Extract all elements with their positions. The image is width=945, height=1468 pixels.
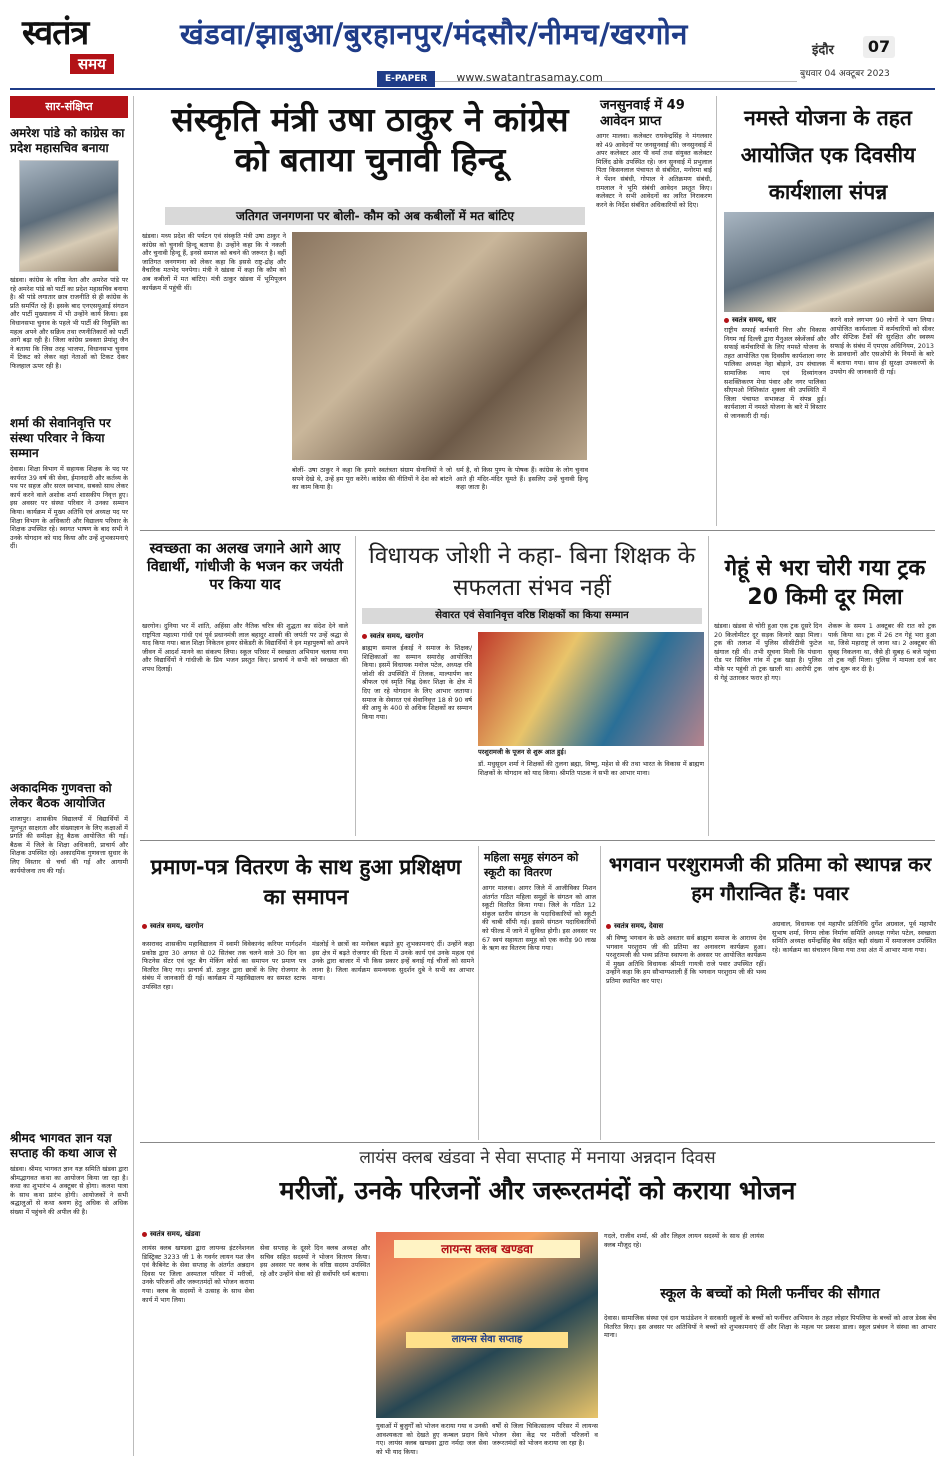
parshuram-headline[interactable]: भगवान परशुरामजी की प्रतिमा को स्थापन्न कर हम गौरान्वित हैं: पवार bbox=[608, 853, 932, 905]
edition-city: इंदौर bbox=[812, 43, 834, 58]
joshi-byline bbox=[362, 632, 423, 641]
logo[interactable] bbox=[22, 14, 152, 94]
lead-photo bbox=[292, 232, 587, 460]
parshuram-byline bbox=[606, 922, 663, 931]
col-divider-4 bbox=[478, 846, 479, 1140]
lions-photo bbox=[376, 1232, 598, 1418]
pramanpatra-body: कसरावद शासकीय महाविद्यालय में स्वामी विवेकानंद करियर मार्गदर्शन प्रकोष्ठ द्वारा 30 अगस्त से 02 सितंबर तक चलने वाले 30 दिन का फिटनेस सेंटर एवं जूट बैग मेकिंग कोर्स का समापन पर प्रमाण पत्र वितरित किए गए। प्राचार्य डॉ. ठाकुर द्वारा छात्रों के लिए रोजगार के संबंध में जानकारी दी गई। कार्यक्रम में महाविद्यालय का समस्त स्टाफ उपस्थित रहा। bbox=[142, 940, 306, 991]
sidebar bbox=[10, 96, 128, 1468]
masthead bbox=[0, 0, 945, 98]
joshi-subhead: सेवारत एवं सेवानिवृत्त वरिष्ठ शिक्षकों का किया सम्मान bbox=[362, 608, 702, 624]
lions-body4: गदले, राजीव शर्मा, श्री और लिहल लायन सदस्यों के साथ ही लायंस क्लब मौजूद रहे। bbox=[604, 1232, 764, 1249]
h-rule-2 bbox=[140, 840, 935, 841]
lions-body2: सेवा सप्ताह के दूसरे दिन क्लब अध्यक्ष और सचिव सहित सदस्यों ने भोजन वितरण किया। इस अवसर पर क्लब के वरिष्ठ सदस्य उपस्थित रहे और उन्होंने सेवा को ही सर्वोपरि धर्म बताया। bbox=[260, 1244, 370, 1278]
masthead-divider bbox=[10, 88, 935, 90]
namaste-photo bbox=[724, 212, 934, 312]
swachhata-body: खरगोन। दुनिया भर में शांति, अहिंसा और नैतिक चरित्र की शुद्धता का संदेश देने वाले राष्ट्रपिता महात्मा गांधी एवं पूर्व प्रधानमंत्री लाल बहादुर शास्त्री की जयंती पर उन्हें श्रद्धा से याद किया गया। बाल शिक्षा निकेतन हायर सेकेंडरी के विद्यार्थियों ने इन महापुरुषों को अपने जीवन में आदर्श मानने का संकल्प लिया। स्कूल परिसर में स्वच्छता अभियान चलाया गया और विद्यार्थियों ने गांधीजी के प्रिय भजन प्रस्तुत किए। प्राचार्य ने सभी को स्वच्छता की शपथ दिलाई। bbox=[142, 622, 348, 673]
lead-subhead: जतिगत जनगणना पर बोली- कौम को अब कबीलों में मत बांटिए bbox=[165, 207, 585, 225]
sidebar-story2-headline[interactable]: शर्मा की सेवानिवृत्ति पर संस्था परिवार ने किया सम्मान bbox=[10, 416, 111, 460]
lead-col3-body: धर्म है, वो किस पुण्य के पोषक हैं। कांग्रेस के लोग चुनाव आते ही मंदिर-मंदिर घूमते हैं। इसलिए उन्हें चुनावी हिन्दू कहा जाता है। bbox=[456, 466, 588, 492]
col-divider-3 bbox=[708, 536, 709, 836]
lions-body3: वर्षों से जिला चिकित्सालय परिसर में लायन्स भोजन सेवा केंद्र पर मरीजों परिजनों व जरूरतमंदों को भोजन कराया जा रहा है। bbox=[492, 1422, 598, 1448]
truck-body2: शेकरू के समय 1 अक्टूबर की रात को ट्रक पार्क किया था। ट्रक में 26 टन गेहूं भरा हुआ था, जिसे महाराष्ट्र ले जाना था। 2 अक्टूबर की सुबह निकलना था, जैसे ही सुबह 6 बजे पहुंचा तो ट्रक नहीं मिला। पुलिस ने मामला दर्ज कर जांच शुरू कर दी है। bbox=[828, 622, 936, 673]
school-body: देवास। सामाजिक संस्था एवं दान फाउंडेशन ने सरकारी स्कूलों के बच्चों को फर्नीचर अभियान के तहत लोहार पिपलिया के बच्चों को आज डेस्क बेंच वितरित किए। इस अवसर पर अतिथियों ने बच्चों को शुभकामनाएं दीं और शिक्षा के महत्व पर प्रकाश डाला। स्कूल प्रबंधन ने संस्था का आभार माना। bbox=[604, 1314, 936, 1340]
janasunvai-body: आगर मालवा। कलेक्टर राघवेन्द्रसिंह ने मंगलवार को 49 आवेदनों पर जनसुनवाई की। जनसुनवाई में अपर कलेक्टर आर पी वर्मा तथा संयुक्त कलेक्टर मिलिंद ढोके उपस्थित रहे। जन सुनवाई में प्रभुलाल पिता किसनलाल पंचायत से संबंधित, मनोरमा बाई ने पेंशन संबंधी, गोपाल ने अतिक्रमण संबंधी, रामलाल ने भूमि संबंधी आवेदन प्रस्तुत किए। कलेक्टर ने सभी आवेदनों का त्वरित निराकरण करने के निर्देश संबंधित अधिकारियों को दिए। bbox=[596, 132, 712, 209]
lead-body: खंडवा। मध्य प्रदेश की पर्यटन एवं संस्कृति मंत्री उषा ठाकुर ने कांग्रेस को चुनावी हिन्दू बताया है। उन्होंने कहा कि ये नकली और चुनावी हिन्दू हैं, इनसे समाज को बचने की जरूरत है। वहीं जातिगत जनगणना को लेकर कहा कि इससे राष्ट्र-द्रोह और वैचारिक मतभेद पनपेगा। मंत्री ने खंडवा में कहा कि कौम को अब कबीलों में मत बांटिए। मंत्री ठाकुर खंडवा में भूमिपूजन कार्यक्रम में पहुंची थीं। bbox=[142, 232, 286, 292]
pramanpatra-body2: मंडलोई ने छात्रों का मनोबल बढ़ाते हुए शुभकामनाएं दीं। उन्होंने कहा इस क्षेत्र में बढ़ते रोजगार की दिशा में उनके कार्य एवं उनके महत्व एवं उनके द्वारा बाजार में भी किस प्रकार इन्हें बनाई गई चीजों को सामने लाना है। जिला कार्यक्रम समन्वयक सुदर्शन दुबे ने सभी का आभार माना। bbox=[312, 940, 474, 983]
lead-headline[interactable]: संस्कृति मंत्री उषा ठाकुर ने कांग्रेस को बताया चुनावी हिन्दू bbox=[171, 100, 569, 179]
edition-strip bbox=[377, 66, 797, 82]
parshuram-body2: अग्रवाल, विधायक एवं महापौर प्रतिनिधि दुर्गेश अग्रवाल, पूर्व महापौर सुभाष शर्मा, निगम लोक निर्माण समिति अध्यक्ष गणेश पटेल, स्वच्छता समिति अध्यक्ष धर्मेन्द्रसिंह बैस सहित बड़ी संख्या में समाजजन उपस्थित रहे। कार्यक्रम का संचालन किया गया तथा अंत में आभार माना गया। bbox=[772, 920, 936, 954]
sidebar-story3-body: शाजापुर। शासकीय विद्यालयों में विद्यार्थियों में मूलभूत साक्षरता और संख्याज्ञान के लिए कक्षाओं में प्रगति की समीक्षा हेतु बैठक आयोजित की गई। बैठक में जिले के शिक्षा अधिकारी, प्राचार्य और शिक्षक उपस्थित रहे। अकादमिक गुणवत्ता सुधार के लिए विस्तार से चर्चा की गई और आगामी कार्ययोजना तय की गई। bbox=[10, 815, 128, 875]
swachhata-headline[interactable]: स्वच्छता का अलख जगाने आगे आए विद्यार्थी, गांधीजी के भजन कर जयंती पर किया याद bbox=[147, 541, 343, 593]
lions-banner1: लायन्स क्लब खण्डवा bbox=[394, 1240, 580, 1258]
namaste-body: राष्ट्रीय सफाई कर्मचारी वित्त और विकास निगम नई दिल्ली द्वारा मैनुअल स्केवेंजर्स और सफाई कर्मचारियों के लिए नमस्ते योजना के तहत आयोजित एक दिवसीय कार्यशाला नगर पालिका अध्यक्ष नेहा बोड़ाने, उप संचालक सामाजिक न्याय एवं दिव्यांगजन सशक्तिकरण मेघा पंवार और नगर पालिका सीएमओ निशिकांत शुक्ला की उपस्थिति में जिला पंचायत सभाकक्ष में संपन्न हुई। कार्यशाला में नमस्ते योजना के बारे में विस्तार से जानकारी दी गई। bbox=[724, 326, 826, 420]
logo-top: स्वतंत्र bbox=[22, 13, 89, 53]
joshi-body: ब्राह्मण समाज ईकाई ने समाज के शिक्षक/शिक्षिकाओं का सम्मान समारोह आयोजित किया। इसमें विधायक मनोज पटेल, अध्यक्ष रवि जोशी की उपस्थिति में तिलक, माल्यार्पण कर श्रीफल एवं स्मृति चिह्न देकर शिक्षा के क्षेत्र में दिए जा रहे योगदान के लिए आभार जताया। समाज के सेवारत एवं सेवानिवृत्त 18 से 90 वर्ष की आयु के 400 से अधिक शिक्षकों का सम्मान किया गया। bbox=[362, 644, 472, 721]
janasunvai-headline[interactable]: जनसुनवाई में 49 आवेदन प्राप्त bbox=[600, 98, 685, 129]
joshi-photo-caption: परशुरामजी के पूजन से शुरू आत हुई। bbox=[478, 748, 567, 756]
logo-bottom: समय bbox=[70, 54, 114, 74]
sidebar-story1-photo bbox=[19, 160, 119, 272]
pramanpatra-headline[interactable]: प्रमाण-पत्र वितरण के साथ हुआ प्रशिक्षण का समापन bbox=[150, 855, 462, 909]
website-link[interactable]: www.swatantrasamay.com bbox=[456, 71, 603, 84]
lions-body: लायंस क्लब खण्डवा द्वारा लायन्स इंटरनेशनल डिस्ट्रिक्ट 3233 जी 1 के गवर्नर लायन यश जैन एवं कैबिनेट के सेवा सप्ताह के अंतर्गत अन्नदान दिवस पर जिला अस्पताल परिसर में मरीजों, उनके परिजनों और जरूरतमंदों को भोजन कराया गया। क्लब के सदस्यों ने उत्साह के साथ सेवा कार्य में भाग लिया। bbox=[142, 1244, 254, 1304]
lions-headline[interactable]: मरीजों, उनके परिजनों और जरूरतमंदों को कराया भोजन bbox=[279, 1176, 796, 1205]
sidebar-story1-body: खंडवा। कांग्रेस के वरिष्ठ नेता और अमरेश पांडे पर रहे अमरेश पांडे को पार्टी का प्रदेश महासचिव बनाया है। श्री पांडे लगातार छात्र राजनीति से ही कांग्रेस के प्रति समर्पित रहे हैं। इसके बाद एनएसयूआई संगठन और पार्टी मुख्यालय में भी उन्होंने कार्य किया। इस विधानसभा चुनाव के पहले भी पार्टी की नियुक्ति का महत्व अपने और सक्रिय तथा रणनीतिकारों को पार्टी आगे बढ़ा रही है। जिला कांग्रेस प्रवक्ता प्रेमांशु जैन ने बताया कि जिस तरह भाजपा, विधानसभा चुनाव में टिकट को लेकर वहां नेताओं को टिकट देकर फिलहाल ऊपर रही है। bbox=[10, 276, 128, 370]
namaste-byline bbox=[724, 316, 776, 325]
mahila-body: आगर मालवा। आगर जिले में आजीविका मिशन अंतर्गत गठित महिला समूहों के संगठन को आज स्कूटी वितरित किया गया। जिले के गठित 12 संकुल स्तरीय संगठन के पदाधिकारियों को स्कूटी की चाबी सौंपी गई। इससे संगठन पदाधिकारियों को फील्ड में जाने में सुविधा होगी। इस अवसर पर 67 स्वयं सहायता समूह को एक करोड़ 90 लाख के ऋण का वितरण किया गया। bbox=[482, 884, 596, 953]
truck-headline[interactable]: गेहूं से भरा चोरी गया ट्रक 20 किमी दूर मिला bbox=[724, 556, 926, 610]
namaste-headline[interactable]: नमस्ते योजना के तहत आयोजित एक दिवसीय कार्यशाला संपन्न bbox=[740, 106, 916, 204]
sidebar-story3-headline[interactable]: अकादमिक गुणवत्ता को लेकर बैठक आयोजित bbox=[10, 781, 112, 810]
lions-byline bbox=[142, 1230, 200, 1239]
col-divider-5 bbox=[600, 846, 601, 1140]
joshi-body2: डॉ. मधुसूदन शर्मा ने शिक्षकों की तुलना ब्रह्मा, विष्णु, महेश से की तथा भारत के विकास में ब्राह्मण शिक्षकों के योगदान को याद किया। श्रीमति पाठक ने सभी का आभार माना। bbox=[478, 760, 704, 777]
sidebar-story4-headline[interactable]: श्रीमद भागवत ज्ञान यज्ञ सप्ताह की कथा आज से bbox=[10, 1131, 117, 1160]
issue-date: बुधवार 04 अक्टूबर 2023 bbox=[800, 69, 890, 79]
sidebar-story2-body: देवास। शिक्षा विभाग में सहायक शिक्षक के पद पर कार्यरत 39 वर्ष की सेवा, ईमानदारी और कर्तव्य के पथ पर सहज और सरल स्वभाव, सबको साथ लेकर कार्य करने वाले अशोक शर्मा शासकीय निवृत्त हुए। इस अवसर पर संस्था परिवार ने उनका सम्मान किया। कार्यक्रम में मुख्य अतिथि एवं अध्यक्ष पद पर शिक्षा विभाग के अधिकारी और विद्यालय परिवार के शिक्षक उपस्थित रहे। स्वागत भाषण के बाद सभी ने उनके योगदान को याद किया और उन्हें शुभकामनाएं दीं। bbox=[10, 465, 128, 551]
h-rule-1 bbox=[140, 530, 935, 531]
parshuram-body: श्री विष्णु भगवान के छठे अवतार सर्व ब्राह्मण समाज के आराध्य देव भगवान परशुराम जी की प्रतिमा का अनावरण कार्यक्रम हुआ। परशुरामजी की भव्य प्रतिमा स्थापना के अवसर पर आयोजित कार्यक्रम में मुख्य अतिथि विधायक श्रीमती गायत्री राजे पवार उपस्थित रहीं। उन्होंने कहा कि हम सौभाग्यशाली हैं कि भगवान परशुराम जी की भव्य प्रतिमा स्थापित कर पाए। bbox=[606, 934, 766, 985]
namaste-byline-text: स्वतंत्र समय, धार bbox=[732, 316, 776, 324]
joshi-photo bbox=[478, 632, 704, 746]
truck-body: खंडवा। खंडवा से चोरी हुआ एक ट्रक दूसरे दिन 20 किलोमीटर दूर सड़क किनारे खड़ा मिला। ट्रक की तलाश में पुलिस सीसीटीवी फुटेज खंगाल रही थी। तभी सूचना मिली कि पंधाना रोड पर सिविल गांव में ट्रक खड़ा है। पुलिस मौके पर पहुंची तो ट्रक खाली था। आरोपी ट्रक से गेहूं उतारकर फरार हो गए। bbox=[714, 622, 822, 682]
sidebar-divider bbox=[133, 96, 134, 1456]
joshi-headline[interactable]: विधायक जोशी ने कहा- बिना शिक्षक के सफलता संभव नहीं bbox=[368, 543, 696, 601]
page-number: 07 bbox=[863, 36, 895, 58]
sidebar-story4-body: खंडवा। श्रीमद भागवत ज्ञान यज्ञ समिति खंडवा द्वारा श्रीमद्भागवत कथा का आयोजन किया जा रहा है। कथा का शुभारंभ 4 अक्टूबर से होगा। कलश यात्रा के साथ कथा प्रारंभ होगी। आयोजकों ने सभी श्रद्धालुओं से कथा श्रवण हेतु अधिक से अधिक संख्या में पहुंचने की अपील की है। bbox=[10, 1165, 128, 1216]
cities-banner: खंडवा/झाबुआ/बुरहानपुर/मंदसौर/नीमच/खरगोन bbox=[180, 17, 688, 51]
parshuram-byline-text: स्वतंत्र समय, देवास bbox=[614, 922, 664, 930]
lions-banner2: लायन्स सेवा सप्ताह bbox=[406, 1332, 568, 1348]
joshi-byline-text: स्वतंत्र समय, खरगोन bbox=[370, 632, 424, 640]
h-rule-3 bbox=[140, 1142, 935, 1143]
epaper-label: E-PAPER bbox=[377, 71, 435, 87]
col-divider-1 bbox=[716, 96, 717, 526]
lead-photo-caption: बोलीं- उषा ठाकुर ने कहा कि हमारे स्वतंत्रता संग्राम सेनानियों ने जो सपने देखे थे, उन्हें हम पूरा करेंगे। कांग्रेस की नीतियों ने देश को बांटने का काम किया है। bbox=[292, 466, 452, 492]
sidebar-section-label: सार-संक्षिप्त bbox=[10, 96, 128, 118]
mahila-headline[interactable]: महिला समूह संगठन को स्कूटी का वितरण bbox=[484, 851, 579, 879]
pramanpatra-byline bbox=[142, 922, 203, 931]
col-divider-2 bbox=[355, 536, 356, 836]
lions-photo-caption: युवाओं में बुजुर्गों को भोजन कराया गया व उनकी आवश्यकता को देखते हुए कम्बल प्रदान किये गए। लायंस क्लब खण्डवा द्वारा नर्मदा जल सेवा को भी याद किया। bbox=[376, 1422, 488, 1456]
lions-byline-text: स्वतंत्र समय, खंडवा bbox=[150, 1230, 201, 1238]
namaste-body2: करने वाले लगभग 90 लोगों ने भाग लिया। आयोजित कार्यशाला में कर्मचारियों को सीवर और सेप्टिक टैंकों की सुरक्षित और स्वस्थ्य सफाई के संबंध में एमएस अधिनियम, 2013 के प्रावधानों और एसओपी के नियमों के बारे में बताया गया। साथ ही सुरक्षा उपकरणों के उपयोग की जानकारी दी गई। bbox=[830, 316, 934, 376]
pramanpatra-byline-text: स्वतंत्र समय, खरगोन bbox=[150, 922, 204, 930]
lions-kicker: लायंस क्लब खंडवा ने सेवा सप्ताह में मनाया अन्नदान दिवस bbox=[359, 1148, 716, 1168]
sidebar-story1-headline[interactable]: अमरेश पांडे को कांग्रेस का प्रदेश महासचिव बनाया bbox=[10, 126, 125, 155]
school-headline[interactable]: स्कूल के बच्चों को मिली फर्नीचर की सौगात bbox=[660, 1286, 880, 1302]
